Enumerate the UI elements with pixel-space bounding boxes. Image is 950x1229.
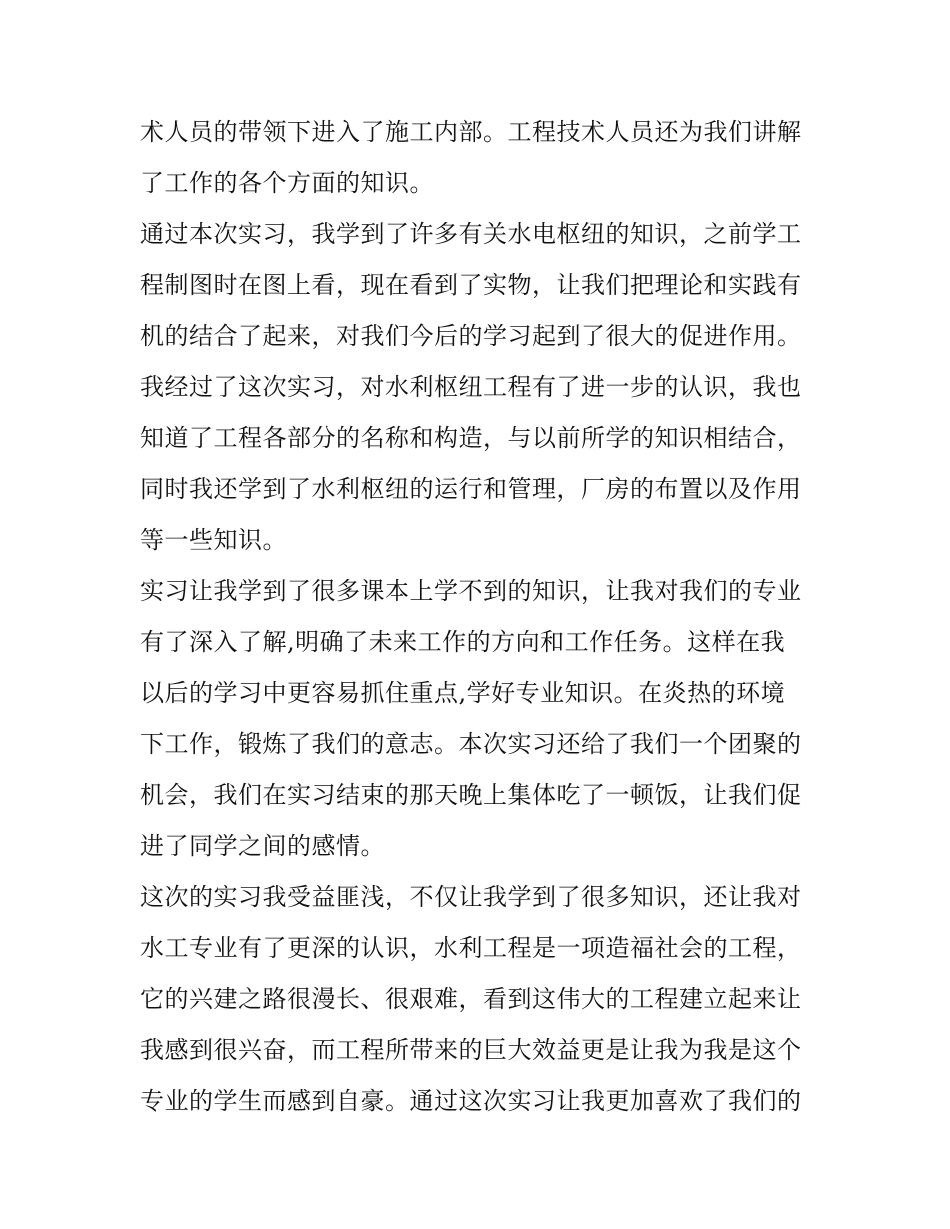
text-line: 它的兴建之路很漫长、很艰难，看到这伟大的工程建立起来让 [140, 985, 802, 1013]
text-line: 实习让我学到了很多课本上学不到的知识，让我对我们的专业 [140, 577, 802, 605]
text-line: 机会，我们在实习结束的那天晚上集体吃了一顿饭，让我们促 [140, 781, 802, 809]
text-line: 知道了工程各部分的名称和构造，与以前所学的知识相结合， [140, 424, 802, 452]
text-line: 进了同学之间的感情。 [140, 832, 385, 860]
text-line: 有了深入了解,明确了未来工作的方向和工作任务。这样在我 [140, 628, 786, 656]
text-line: 下工作，锻炼了我们的意志。本次实习还给了我们一个团聚的 [140, 730, 802, 758]
text-line: 等一些知识。 [140, 526, 287, 554]
text-line: 程制图时在图上看，现在看到了实物，让我们把理论和实践有 [140, 271, 802, 299]
text-line: 了工作的各个方面的知识。 [140, 169, 434, 197]
text-line: 通过本次实习，我学到了许多有关水电枢纽的知识，之前学工 [140, 220, 802, 248]
text-line: 术人员的带领下进入了施工内部。工程技术人员还为我们讲解 [140, 118, 802, 146]
text-line: 同时我还学到了水利枢纽的运行和管理，厂房的布置以及作用 [140, 475, 802, 503]
text-line: 水工专业有了更深的认识，水利工程是一项造福社会的工程， [140, 934, 802, 962]
text-line: 我经过了这次实习，对水利枢纽工程有了进一步的认识，我也 [140, 373, 802, 401]
document-body [140, 107, 820, 1127]
text-line: 专业的学生而感到自豪。通过这次实习让我更加喜欢了我们的 [140, 1087, 802, 1115]
text-line: 我感到很兴奋，而工程所带来的巨大效益更是让我为我是这个 [140, 1036, 802, 1064]
text-line: 以后的学习中更容易抓住重点,学好专业知识。在炎热的环境 [140, 679, 786, 707]
text-line: 这次的实习我受益匪浅，不仅让我学到了很多知识，还让我对 [140, 883, 802, 911]
text-line: 机的结合了起来，对我们今后的学习起到了很大的促进作用。 [140, 322, 802, 350]
